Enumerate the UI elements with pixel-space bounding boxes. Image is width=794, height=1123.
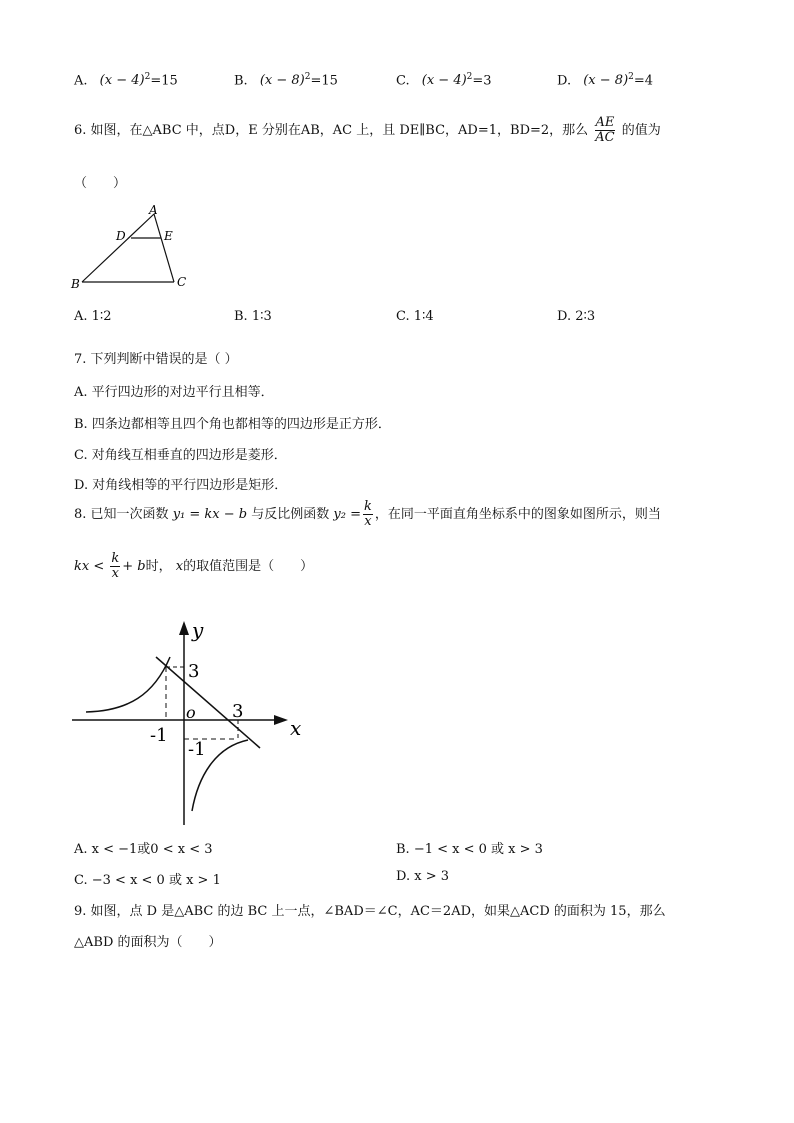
- label-c: C: [177, 275, 187, 289]
- linear-function-line: [156, 657, 260, 748]
- q6-triangle-figure: [66, 200, 196, 296]
- side-ac: [154, 214, 174, 282]
- q7-option-a: A. 平行四边形的对边平行且相等．: [74, 385, 274, 400]
- side-ab: [82, 214, 154, 282]
- q6-option-b: B. 1∶3: [234, 309, 272, 324]
- q7-stem: 7. 下列判断中错误的是（ ）: [74, 352, 238, 367]
- q8-option-a: A. x < −1或0 < x < 3: [74, 842, 213, 857]
- y-axis-arrow: [179, 621, 189, 635]
- q6-stem: 6. 如图，在△ABC 中，点D，E 分别在AB，AC 上，且 DE∥BC，AD=1，BD=2，那么 $\frac{AE}{AC}$ 的值为: [74, 115, 661, 145]
- q9-stem-line1: 9. 如图，点 D 是△ABC 的边 BC 上一点，∠BAD＝∠C，AC＝2AD，如果△ACD 的面积为 15，那么: [74, 904, 666, 919]
- q5-option-a: A. $(x - 4)^2=15$: [74, 72, 178, 89]
- label-d: D: [116, 229, 126, 243]
- hyperbola-branch-left: [86, 657, 170, 712]
- x-tick-minus-1: -1: [150, 725, 168, 746]
- x-axis-arrow: [274, 715, 288, 725]
- q6-answer-blank: （ ）: [74, 176, 127, 191]
- label-e: E: [164, 229, 173, 243]
- q6-fraction: $\frac{AE}{AC}$: [595, 115, 615, 145]
- label-b: B: [71, 277, 80, 291]
- q7-option-b: B. 四条边都相等且四个角也都相等的四边形是正方形．: [74, 417, 391, 432]
- q7-option-c: C. 对角线互相垂直的四边形是菱形．: [74, 448, 287, 463]
- x-tick-3: 3: [232, 701, 244, 722]
- q8-function-graph: [70, 615, 320, 830]
- q8-option-d: D. x > 3: [396, 869, 449, 884]
- y-axis-label: y: [192, 618, 204, 642]
- q6-option-d: D. 2∶3: [557, 309, 596, 324]
- q8-stem-line1: 8. 已知一次函数 y₁ = kx − b 与反比例函数 y₂ = $\frac{k}{x}$ ，在同一平面直角坐标系中的图象如图所示，则当: [74, 499, 661, 529]
- q8-option-c: C. −3 < x < 0 或 x > 1: [74, 873, 221, 888]
- x-axis-label: x: [290, 716, 302, 740]
- q5-option-c: C. $(x - 4)^2=3$: [396, 72, 492, 89]
- q6-option-a: A. 1∶2: [74, 309, 112, 324]
- q8-option-b: B. −1 < x < 0 或 x > 3: [396, 842, 543, 857]
- y-tick-minus-1: -1: [188, 739, 206, 760]
- label-a: A: [149, 203, 158, 217]
- q9-stem-line2: △ABD 的面积为（ ）: [74, 935, 222, 950]
- q7-option-d: D. 对角线相等的平行四边形是矩形．: [74, 478, 288, 493]
- q6-option-c: C. 1∶4: [396, 309, 434, 324]
- y-tick-3: 3: [188, 661, 200, 682]
- q8-stem-line2: kx < $\frac{k}{x}$ + b时， x的取值范围是（ ）: [74, 551, 314, 581]
- q5-option-b: B. $(x - 8)^2=15$: [234, 72, 338, 89]
- origin-label: o: [186, 703, 196, 722]
- q5-option-d: D. $(x - 8)^2=4$: [557, 72, 654, 89]
